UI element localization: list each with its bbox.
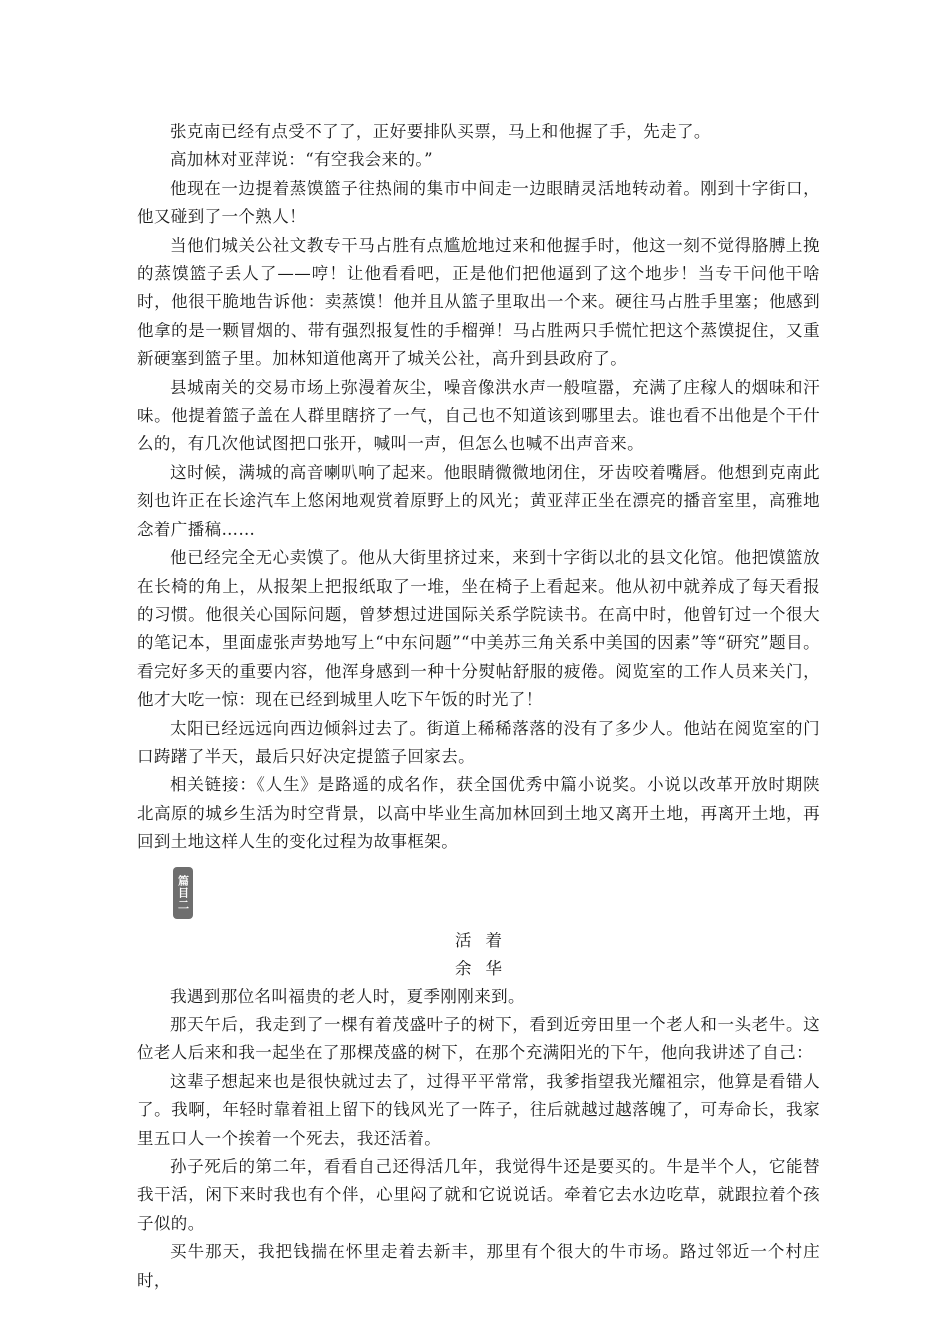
paragraph: 这时候，满城的高音喇叭响了起来。他眼睛微微地闭住，牙齿咬着嘴唇。他想到克南此刻也许正在长途汽车上悠闲地观赏着原野上的风光；黄亚萍正坐在漂亮的播音室里，高雅地念着广播稿…… [137,462,820,539]
related-link-paragraph: 相关链接：《人生》是路遥的成名作，获全国优秀中篇小说奖。小说以改革开放时期陕北高原的城乡生活为时空背景，以高中毕业生高加林回到土地又离开土地，再离开土地，再回到土地这样人生的变化过程为故事框架。 [137,775,820,852]
paragraph: 张克南已经有点受不了了，正好要排队买票，马上和他握了手，先走了。 [170,122,711,141]
section-badge: 篇目二 [173,867,193,919]
paragraph: 孙子死后的第二年，看看自己还得活几年，我觉得牛还是要买的。牛是半个人，它能替我干活，闲下来时我也有个伴，心里闷了就和它说说话。牵着它去水边吃草，就跟拉着个孩子似的。 [137,1157,820,1233]
paragraph: 高加林对亚萍说：“有空我会来的。” [170,150,433,170]
paragraph: 这辈子想起来也是很快就过去了，过得平平常常，我爹指望我光耀祖宗，他算是看错人了。我啊，年轻时靠着祖上留下的钱风光了一阵子，往后就越过越落魄了，可寿命长，我家里五口人一个挨着一个死去，我还活着。 [137,1071,820,1148]
paragraph: 县城南关的交易市场上弥漫着灰尘，噪音像洪水声一般喧嚣，充满了庄稼人的烟味和汗味。他提着篮子盖在人群里瞎挤了一气，自己也不知道该到哪里去。谁也看不出他是个干什么的，有几次他试图把口张开，喊叫一声，但怎么也喊不出声音来。 [137,377,820,454]
paragraph: 那天午后，我走到了一棵有着茂盛叶子的树下，看到近旁田里一个老人和一头老牛。这位老人后来和我一起坐在了那棵茂盛的树下，在那个充满阳光的下午，他向我讲述了自己： [137,1014,820,1063]
section-rensheng-excerpt [137,118,820,857]
paragraph: 当他们城关公社文教专干马占胜有点尴尬地过来和他握手时，他这一刻不觉得胳膊上挽的蒸馍篮子丢人了——哼！让他看看吧，正是他们把他逼到了这个地步！当专干问他干啥时，他很干脆地告诉他：卖蒸馍！他并且从篮子里取出一个来。硬往马占胜手里塞；他感到他拿的是一颗冒烟的、带有强烈报复性的手榴弹！马占胜两只手慌忙把这个蒸馍捉住，又重新硬塞到篮子里。加林知道他离开了城关公社，高升到县政府了。 [137,235,820,369]
paragraph: 我遇到那位名叫福贵的老人时，夏季刚刚来到。 [170,986,525,1006]
paragraph: 买牛那天，我把钱揣在怀里走着去新丰，那里有个很大的牛市场。路过邻近一个村庄时， [137,1242,820,1290]
paragraph: 他已经完全无心卖馍了。他从大街里挤过来，来到十字街以北的县文化馆。他把馍篮放在长椅的角上，从报架上把报纸取了一堆，坐在椅子上看起来。他从初中就养成了每天看报的习惯。他很关心国际问题，曾梦想过进国际关系学院读书。在高中时，他曾钉过一个很大的笔记本，里面虚张声势地写上“中东问题”“中美苏三角关系中美国的因素”等“研究”题目。看完好多天的重要内容，他浑身感到一种十分熨帖舒服的疲倦。阅览室的工作人员来关门，他才大吃一惊：现在已经到城里人吃下午饭的时光了！ [137,548,820,710]
work-title: 活着 [455,930,516,950]
paragraph: 他现在一边提着蒸馍篮子往热闹的集市中间走一边眼睛灵活地转动着。刚到十字街口，他又碰到了一个熟人！ [137,178,820,227]
document-page [137,118,820,1295]
section-huozhe-excerpt [137,927,820,1295]
work-author: 余华 [455,958,516,978]
paragraph: 太阳已经远远向西边倾斜过去了。街道上稀稀落落的没有了多少人。他站在阅览室的门口踌躇了半天，最后只好决定提篮子回家去。 [137,718,820,766]
